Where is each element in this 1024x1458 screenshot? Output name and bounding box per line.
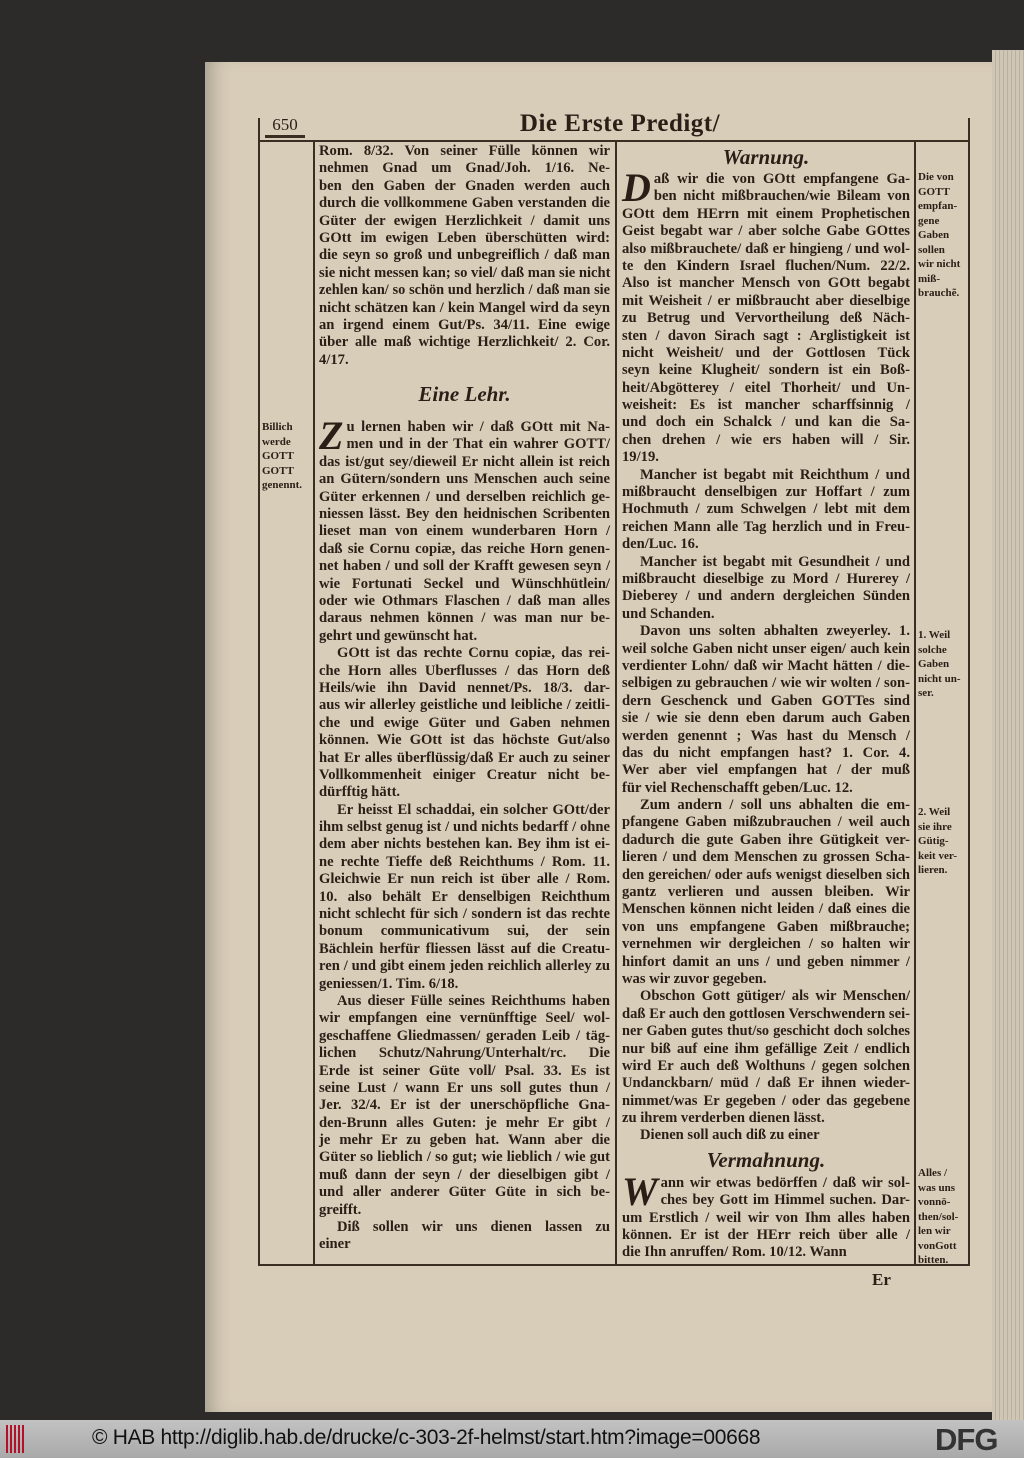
margin-note-line: bitten.	[918, 1254, 949, 1266]
text-line: che und ewige Güter und Gaben nehmen	[319, 714, 610, 731]
text-line: ihm selbst genug ist / und nichts bedarff / ohne	[319, 819, 610, 836]
margin-note-line: nicht un-	[918, 672, 961, 685]
text-line: Menschen können nicht leiden / daß eines die	[622, 901, 910, 918]
drop-cap: Z	[319, 413, 344, 459]
text-line: ches bey Gott im Himmel suchen. Dar-	[660, 1192, 910, 1209]
text-line: Obschon Gott gütiger/ als wir Menschen/	[640, 988, 910, 1005]
text-line: ren / und gibt einem jeden reichlich allerley zu	[319, 958, 610, 975]
section-heading: Eine Lehr.	[418, 382, 511, 407]
text-line: aus wir allerley geistliche und leibliche / zeitli-	[319, 697, 610, 714]
section-heading: Vermahnung.	[706, 1147, 826, 1172]
margin-note	[918, 628, 970, 701]
text-line: seyn keine Klugheit/ sondern ist ein Boß-	[622, 362, 910, 379]
margin-note-line: GOTT	[262, 450, 294, 462]
paragraph	[319, 413, 610, 645]
text-line: geschaffene Gliedmassen/ geraden Leib / täg-	[319, 1027, 610, 1044]
margin-note-line: solche	[918, 643, 947, 656]
text-line: muß dann der seyn / der dieselbigen gibt /	[319, 1166, 610, 1183]
text-line: einer	[319, 1236, 351, 1253]
text-line: nehmen Gnad um Gnad/Joh. 1/16. Ne-	[319, 160, 610, 177]
text-line: Mancher ist begabt mit Reichthum / und	[640, 466, 910, 483]
text-line: mißbraucht dieselbige zu Mord / Hurerey /	[622, 570, 910, 587]
text-line: sie / wie sie denn eben darum auch Gaben	[622, 710, 910, 727]
margin-note	[918, 805, 970, 878]
margin-note-line: sollen	[918, 243, 945, 256]
text-line: Dieberey / und andern dergleichen Sünden	[622, 588, 910, 605]
margin-note-line: empfan-	[918, 200, 958, 212]
text-line: sie nicht messen kan; so viel/ daß man sie nicht	[319, 264, 611, 281]
margin-note	[918, 170, 970, 301]
text-line: gehrt und gewünscht hat.	[319, 627, 478, 644]
text-line: an Gütern/sondern uns Menschen auch seine	[319, 471, 610, 488]
text-line: Gleichwie Er nun reich ist über alle / Rom.	[319, 871, 610, 888]
text-line: Zum andern / soll uns abhalten die em-	[640, 797, 910, 814]
text-line: Diß sollen wir uns dienen lassen zu	[337, 1219, 610, 1236]
text-line: Bächlein herfür fliessen lässt auf die Creatu-	[319, 940, 610, 957]
text-line: über alle maß wichtige Herzlichkeit/ 2. Cor.	[319, 334, 610, 351]
text-line: chen drehen / wie ers haben will / Sir.	[622, 431, 910, 448]
text-line: nicht schlecht für sich / sondern ist das rechte	[319, 906, 610, 923]
margin-note-line: vonGott	[918, 1239, 957, 1252]
text-line: die Ihn anruffen/ Rom. 10/12. Wann	[622, 1244, 847, 1261]
text-line: an irgend einem Gut/Ps. 34/11. Eine ewige	[319, 316, 610, 333]
text-line: zu Betrug und Vervortheilung deß Näch-	[622, 310, 910, 327]
text-line: Jer. 32/4. Er ist der unerschöpfliche Gna-	[319, 1097, 610, 1114]
margin-note-line: genennt.	[262, 479, 303, 491]
text-line: je mehr Er zu geben hat. Wann aber die	[319, 1132, 610, 1149]
margin-note-line: miß-	[918, 272, 940, 285]
text-line: und aller anderer Güter Güte in sich be-	[319, 1184, 610, 1201]
text-line: 19/19.	[622, 449, 659, 466]
margin-note	[262, 420, 314, 493]
text-line: te den Kindern Israel fluchen/Num. 22/2.	[622, 257, 910, 274]
text-line: hat Er alles überflüssig/daß Er auch zu seiner	[319, 749, 610, 766]
text-line: lieset man von einem wunderbaren Horn /	[319, 523, 610, 540]
text-line: weisheit: Es ist mancher scharffsinnig /	[622, 397, 910, 414]
text-line: was wir zuvor gegeben.	[622, 970, 767, 987]
text-line: GOtt ist das rechte Cornu copiæ, das rei-	[337, 645, 610, 662]
text-line: dern Geschenck und Gaben GOTTes sind	[622, 692, 910, 709]
text-line: 10. also behält Er denselbigen Reichthum	[319, 888, 610, 905]
next-page-edge	[992, 50, 1024, 1420]
margin-note-line: was uns	[918, 1181, 955, 1194]
text-line: also mißbrauchete/ daß er hingieng / und wol-	[622, 240, 910, 257]
text-line: können. Wie GOtt ist das höchste Gut/also	[319, 732, 610, 749]
text-line: nicht schätzen kan / kein Mangel wird da seyn	[319, 299, 610, 316]
text-line: Güter erkennen / und derselben reichlich ge-	[319, 488, 610, 505]
text-line: gantz verlieren und aussen bleiben. Wir	[622, 884, 910, 901]
text-line: Aus dieser Fülle seines Reichthums haben	[337, 992, 610, 1009]
margin-note-line: GOTT	[262, 464, 294, 477]
text-line: ner Gaben gutes thut/so geschicht doch solches	[622, 1023, 910, 1040]
text-line: und doch ein Schalck / und kan die Sa-	[622, 414, 910, 431]
paragraph	[622, 165, 910, 467]
text-line: dadurch die gute Gaben ihre Gütigkeit ver-	[622, 831, 910, 848]
drop-cap: D	[622, 165, 651, 210]
paragraph	[319, 645, 610, 802]
section-heading: Warnung.	[722, 145, 810, 169]
margin-note-line: lieren.	[918, 864, 948, 876]
text-line: wie Fortunati Seckel und Wünschhütlein/	[319, 575, 610, 592]
text-line: Güter so lieblich / so gut; wie lieblich / wie gut	[319, 1149, 610, 1166]
frame-note-divider	[313, 140, 315, 1266]
paragraph	[622, 1127, 910, 1144]
source-link[interactable]: © HAB http://diglib.hab.de/drucke/c-303-2f-helmst/start.htm?image=00668	[92, 1426, 761, 1449]
text-line: Wer aber viel empfangen hat / der muß	[622, 762, 910, 779]
text-line: ann wir etwas bedörffen / daß wir sol-	[660, 1174, 910, 1191]
frame-note-divider-right	[914, 140, 916, 1266]
text-line: das du nicht empfangen hast? 1. Cor. 4.	[622, 744, 910, 761]
text-line: verdienter Lohn/ daß wir Macht hätten / die-	[622, 657, 910, 674]
text-line: Rom. 8/32. Von seiner Fülle können wir	[319, 143, 610, 159]
margin-note-line: keit ver-	[918, 849, 957, 862]
text-line: GOtt dem HErrn mit einem Prophetischen	[622, 205, 910, 222]
text-line: niessen lässt. Bey den heidnischen Scribenten	[319, 506, 610, 523]
text-line: ben nicht mißbrauchen/wie Bileam von	[653, 188, 910, 205]
paragraph	[319, 802, 610, 993]
text-line: wird Er auch deß Wolthuns / gegen solchen	[622, 1057, 910, 1074]
text-line: ne rechte Tieffe deß Reichthums / Rom. 11.	[319, 853, 610, 870]
text-line: seine Lust / wann Er uns soll gutes thun /	[319, 1079, 610, 1096]
dfg-logo: DFG	[935, 1422, 998, 1457]
text-line: Güter der ewigen Herzlichkeit / damit uns	[319, 212, 610, 229]
text-line: ben den Gaben der Gnaden werden auch	[319, 177, 610, 194]
text-line: dürfftig hätt.	[319, 784, 401, 801]
text-line: zu ihrem verderben dienen lässt.	[622, 1110, 825, 1127]
text-line: Undanckbarn/ müd / daß Er ihnen wieder-	[622, 1075, 910, 1092]
frame-left	[258, 118, 260, 1266]
text-line: Vollkommenheit einiger Creatur nicht be-	[319, 766, 610, 783]
text-line: pfangene Gaben mißzubrauchen / weil auch	[622, 814, 910, 831]
text-line: können. Er ist der HErr reich über alle /	[622, 1227, 910, 1244]
paragraph	[319, 1219, 610, 1254]
text-line: um Erstlich / weil wir von Ihm alles haben	[622, 1209, 910, 1226]
page-number: 650	[265, 115, 305, 138]
paragraph	[622, 797, 910, 988]
header-rule	[258, 140, 970, 142]
text-line: u lernen haben wir / daß GOtt mit Na-	[346, 419, 610, 436]
right-text-column	[622, 143, 910, 1262]
text-line: weil solche Gaben nicht unser eigen/ auch kein	[622, 640, 910, 657]
paragraph	[622, 1168, 910, 1262]
catchword: Er	[872, 1270, 891, 1289]
text-line: für viel Rechenschafft geben/Luc. 12.	[622, 779, 853, 796]
text-line: greifft.	[319, 1201, 362, 1218]
text-line: von uns empfangene Gaben mißbrauche;	[622, 918, 910, 935]
text-line: Davon uns solten abhalten zweyerley. 1.	[640, 623, 910, 640]
text-line: 4/17.	[319, 351, 349, 368]
margin-note-line: Gaben	[918, 229, 950, 241]
text-line: dem aber nichts bestehen kan. Bey ihm ist ei-	[319, 836, 610, 853]
text-line: nur biß auf eine ihm gefällige Zeit / endlich	[622, 1040, 910, 1057]
text-line: daraus nehmen können / was man nur be-	[319, 610, 610, 627]
margin-note-line: wir nicht	[918, 258, 961, 270]
text-line: heit/Abgötterey / eitel Thorheit/ und Un-	[622, 379, 910, 396]
text-line: zehlen kan/ so schön und herzlich / daß man sie	[319, 282, 610, 299]
text-line: oder wie Othmars Flaschen / daß man alles	[319, 592, 610, 609]
text-line: sten / davon Sirach sagt : Arglistigkeit ist	[622, 327, 910, 344]
text-line: net haben / und soll der Krafft gewesen seyn /	[319, 558, 610, 575]
paragraph	[622, 988, 910, 1127]
footer-bar	[0, 1420, 1024, 1458]
text-line: nimmet/was Er gegeben / oder das gegebene	[622, 1092, 910, 1109]
text-line: GOtt im ewigen Leben überschütten wird:	[319, 229, 610, 246]
text-line: reichen Mann alle Tag herzlich und in Freu-	[622, 518, 910, 535]
text-line: aß wir die von GOtt empfangene Ga-	[653, 171, 910, 187]
text-line: Erde ist seiner Güte voll/ Psal. 33. Es ist	[319, 1062, 610, 1079]
text-line: Hochmuth / zum Schwelgen / lebt mit dem	[622, 501, 910, 518]
margin-note-line: Billich	[262, 421, 293, 433]
margin-note-line: len wir	[918, 1225, 951, 1237]
margin-note-line: 1. Weil	[918, 629, 951, 641]
text-line: Heils/wie ihn David nennet/Ps. 18/3. dar-	[319, 679, 610, 696]
text-line: geniessen/1. Tim. 6/18.	[319, 975, 459, 992]
paragraph	[319, 993, 610, 1219]
margin-note-line: gene	[918, 214, 940, 227]
text-line: daß sie Cornu copiæ, das reiche Horn genen-	[319, 540, 610, 557]
paragraph	[319, 143, 610, 369]
paragraph	[622, 623, 910, 797]
text-line: Geist begabt war / aber solche Gabe GOttes	[622, 223, 910, 240]
text-line: selbigen zu gebrauchen / wie wir wolten / son-	[622, 675, 910, 692]
paragraph	[622, 554, 910, 624]
text-line: lieren / und dem Menschen zu grossen Scha-	[622, 849, 910, 866]
margin-note-line: ser.	[918, 687, 934, 699]
text-line: Mancher ist begabt mit Gesundheit / und	[640, 553, 910, 570]
text-line: die seyn so groß und unbegreiflich / daß man	[319, 247, 610, 264]
text-line: wir empfangen eine vernünfftige Seel/ wol-	[319, 1010, 610, 1027]
text-line: Dienen soll auch diß zu einer	[640, 1127, 820, 1144]
text-line: bonum communicativum sui, der sein	[319, 923, 610, 940]
margin-note-line: GOTT	[918, 185, 950, 198]
margin-note-line: 2. Weil	[918, 806, 951, 818]
margin-note	[918, 1166, 970, 1268]
text-line: mit Weisheit / er mißbraucht aber dieselbige	[622, 292, 910, 309]
paragraph	[622, 467, 910, 554]
margin-note-line: werde	[262, 435, 291, 448]
margin-note-line: Gaben	[918, 658, 950, 670]
frame-column-divider	[615, 140, 617, 1266]
margin-note-line: then/sol-	[918, 1210, 959, 1223]
text-line: werden genennt ; Was hast du Mensch /	[622, 727, 910, 744]
margin-note-line: Gütig-	[918, 835, 949, 847]
text-line: Also ist mancher Mensch von GOtt begabt	[622, 275, 910, 292]
text-line: lichen Schutz/Nahrung/Unterhalt/rc. Die	[319, 1045, 610, 1062]
margin-note-line: brauchẽ.	[918, 287, 960, 299]
text-line: den-Brunn alles Guten: je mehr Er gibt /	[319, 1114, 610, 1131]
text-line: den/Luc. 16.	[622, 536, 699, 553]
left-text-column	[319, 143, 610, 1254]
margin-note-line: sie ihre	[918, 820, 952, 833]
text-line: nicht Weisheit/ und der Gottlosen Tück	[622, 344, 910, 361]
text-line: vernehmen wir dergleichen / so halten wir	[622, 936, 910, 953]
margin-note-line: vonnö-	[918, 1196, 951, 1208]
running-title: Die Erste Predigt/	[519, 110, 721, 137]
text-line: mißbraucht denselbigen zur Hoffart / zum	[622, 484, 910, 501]
text-line: und Schanden.	[622, 605, 715, 622]
text-line: Er heisst El schaddai, ein solcher GOtt/der	[337, 801, 610, 818]
margin-note-line: Alles /	[918, 1167, 948, 1179]
text-line: hinfort damit an uns / und geben nimmer /	[622, 953, 910, 970]
drop-cap: W	[622, 1168, 658, 1214]
footer-rule	[258, 1264, 970, 1266]
text-line: den gereichen/ oder aufs wenigst dieselben sich	[622, 866, 910, 883]
text-line: men und in der That ein wahrer GOTT/	[346, 436, 610, 453]
text-line: daß Er auch den gottlosen Verschwendern sei-	[622, 1005, 910, 1022]
text-line: durch die vollkommene Gaben verstanden die	[319, 195, 610, 212]
margin-note-line: Die von	[918, 171, 954, 183]
text-line: che Horn alles Uberflusses / das Horn deß	[319, 662, 610, 679]
hab-logo-icon	[6, 1425, 26, 1453]
text-line: das ist/gut sey/dieweil Er nicht allein ist reich	[319, 453, 610, 470]
